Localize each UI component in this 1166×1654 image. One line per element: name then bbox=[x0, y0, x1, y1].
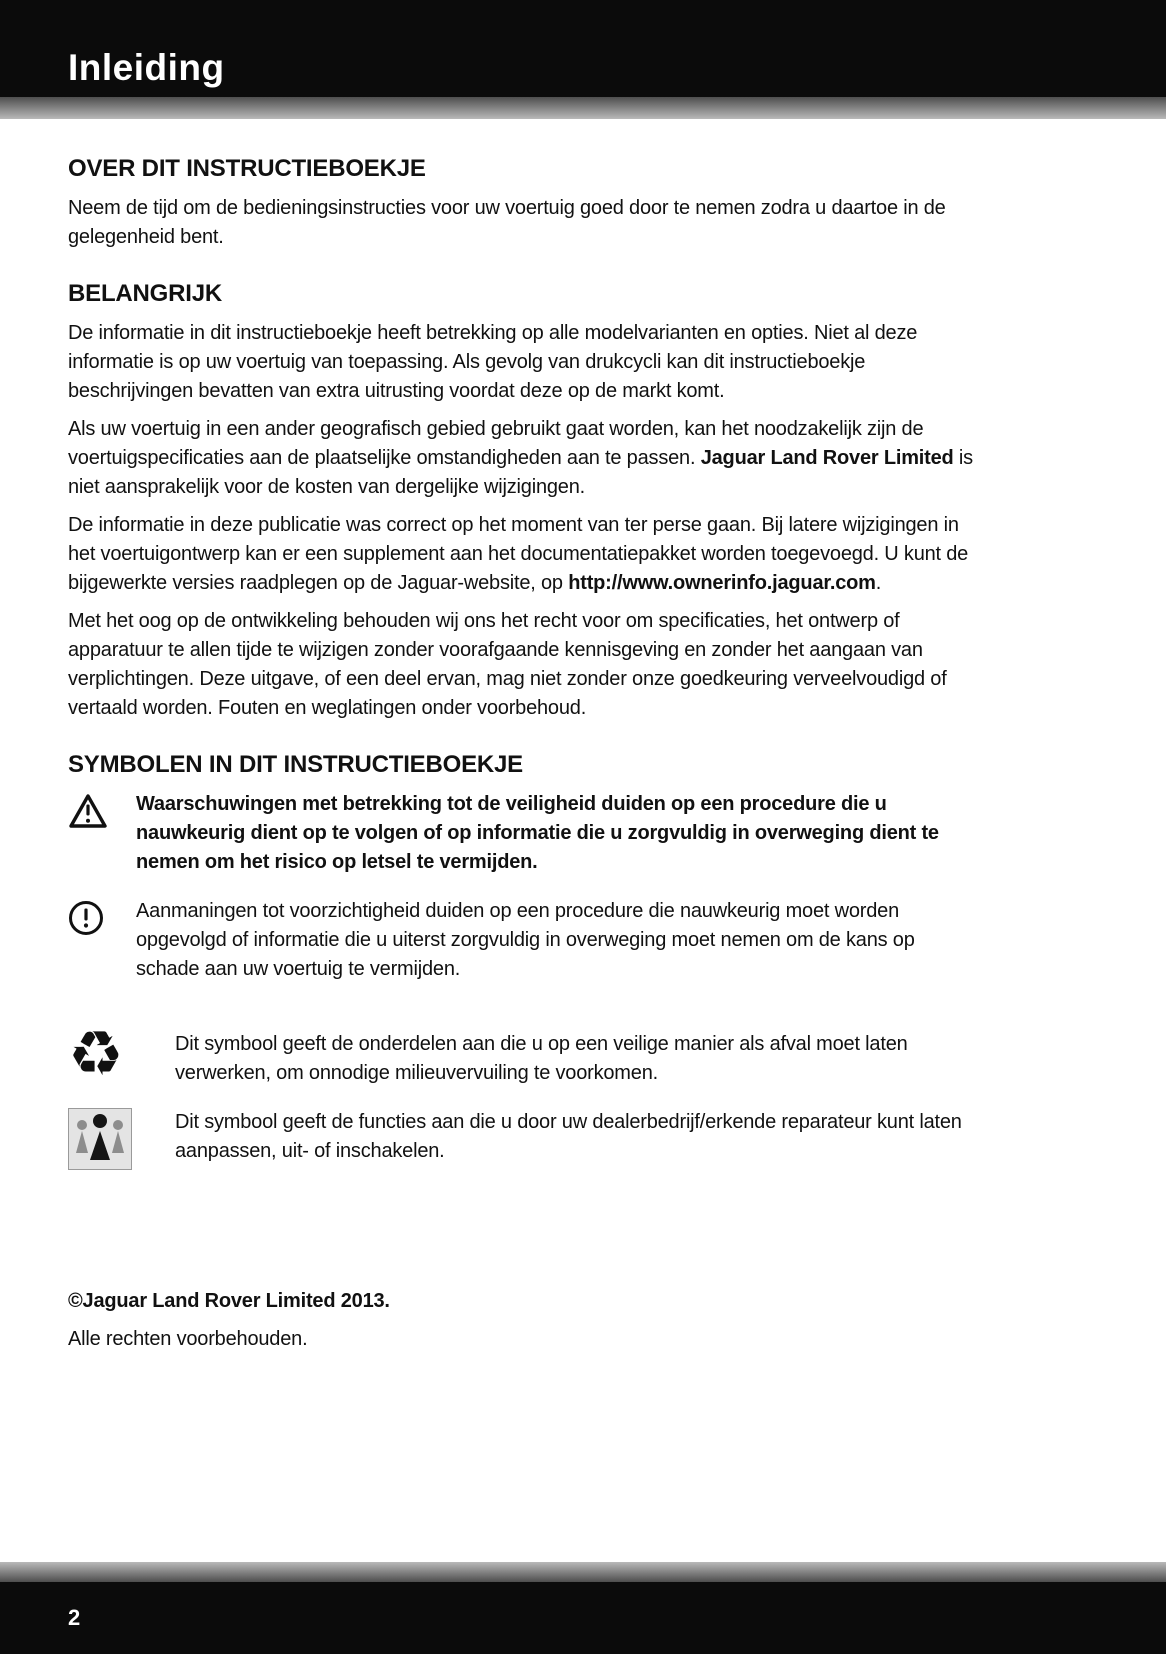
recycle-glyph: ♻ bbox=[68, 1017, 124, 1090]
symbol-row-recycle bbox=[68, 1017, 1098, 1090]
warning-triangle-icon bbox=[68, 790, 136, 834]
recycle-icon bbox=[68, 1017, 175, 1090]
symbol-row-dealer bbox=[68, 1108, 1098, 1175]
caution-text: Aanmaningen tot voorzichtigheid duiden op een procedure die nauwkeurig moet worden opgevolgd of informatie die u uiterst zorgvuldig in overweging moet nemen om de kans op schade aan uw voertuig te vermijden. bbox=[136, 900, 915, 980]
paragraph-text: De informatie in deze publicatie was correct op het moment van ter perse gaan. Bij latere wijzigingen in het voertuigontwerp kan er een supplement aan het documentatiepakket worden toegevoegd. U kunt de bijgewerkte versies raadplegen op de Jaguar-website, op bbox=[68, 514, 969, 594]
page-header bbox=[0, 0, 1166, 97]
paragraph-important-3 bbox=[68, 511, 976, 598]
header-gradient-strip bbox=[0, 97, 1166, 119]
paragraph-about: Neem de tijd om de bedieningsinstructies voor uw voertuig goed door te nemen zodra u daartoe in de gelegenheid bent. bbox=[68, 197, 946, 248]
dealer-text: Dit symbool geeft de functies aan die u door uw dealerbedrijf/erkende reparateur kunt laten aanpassen, uit- of inschakelen. bbox=[175, 1111, 962, 1162]
company-name: Jaguar Land Rover Limited bbox=[700, 447, 954, 469]
page-title: Inleiding bbox=[68, 47, 225, 88]
paragraph-text: Als uw voertuig in een ander geografisch gebied gebruikt gaat worden, kan het noodzakelijk zijn de voertuigspecificaties aan de plaatselijke omstandigheden aan te passen. bbox=[68, 418, 924, 469]
section-symbols-heading: SYMBOLEN IN DIT INSTRUCTIEBOEKJE bbox=[68, 751, 523, 778]
warning-text: Waarschuwingen met betrekking tot de veiligheid duiden op een procedure die u nauwkeurig dient op te volgen of op informatie die u zorgvuldig in overweging dient te nemen om het risico op letsel te vermijden. bbox=[136, 793, 939, 873]
paragraph-important-4: Met het oog op de ontwikkeling behouden wij ons het recht voor om specificaties, het ontwerp of apparatuur te allen tijde te wijzigen zonder voorafgaande kennisgeving en zonder het aangaan van verplichtingen. Deze uitgave, of een deel ervan, mag niet zonder onze goedkeuring verveelvoudigd of vertaald worden. Fouten en weglatingen onder voorbehoud. bbox=[68, 610, 947, 719]
section-important-heading: BELANGRIJK bbox=[68, 280, 223, 307]
rights-line: Alle rechten voorbehouden. bbox=[68, 1328, 308, 1350]
paragraph-important-1: De informatie in dit instructieboekje heeft betrekking op alle modelvarianten en opties. Niet al deze informatie is op uw voertuig van toepassing. Als gevolg van drukcycli kan dit instructieboekje beschrijvingen bevatten van extra uitrusting voordat deze op de markt komt. bbox=[68, 322, 918, 402]
paragraph-text: is niet aansprakelijk voor de kosten van dergelijke wijzigingen. bbox=[68, 447, 973, 498]
section-symbols bbox=[68, 751, 1098, 1175]
paragraph-important-2 bbox=[68, 415, 976, 502]
symbol-row-caution bbox=[68, 897, 1098, 984]
footer-gradient-strip bbox=[0, 1562, 1166, 1582]
page-footer bbox=[0, 1582, 1166, 1654]
owner-info-url: http://www.ownerinfo.jaguar.com bbox=[568, 572, 876, 594]
symbol-row-warning bbox=[68, 790, 1098, 877]
copyright-line: ©Jaguar Land Rover Limited 2013. bbox=[68, 1290, 390, 1312]
recycle-text: Dit symbool geeft de onderdelen aan die u op een veilige manier als afval moet laten verwerken, om onnodige milieuvervuiling te voorkomen. bbox=[175, 1033, 908, 1084]
dealer-service-icon bbox=[68, 1108, 175, 1175]
page-number: 2 bbox=[68, 1605, 81, 1630]
page-content bbox=[0, 119, 1166, 1354]
copyright-block bbox=[68, 1287, 1098, 1354]
paragraph-text: . bbox=[875, 572, 882, 594]
section-important bbox=[68, 280, 1098, 723]
section-about-heading: OVER DIT INSTRUCTIEBOEKJE bbox=[68, 155, 426, 182]
caution-circle-icon bbox=[68, 897, 136, 941]
section-about bbox=[68, 155, 1098, 252]
